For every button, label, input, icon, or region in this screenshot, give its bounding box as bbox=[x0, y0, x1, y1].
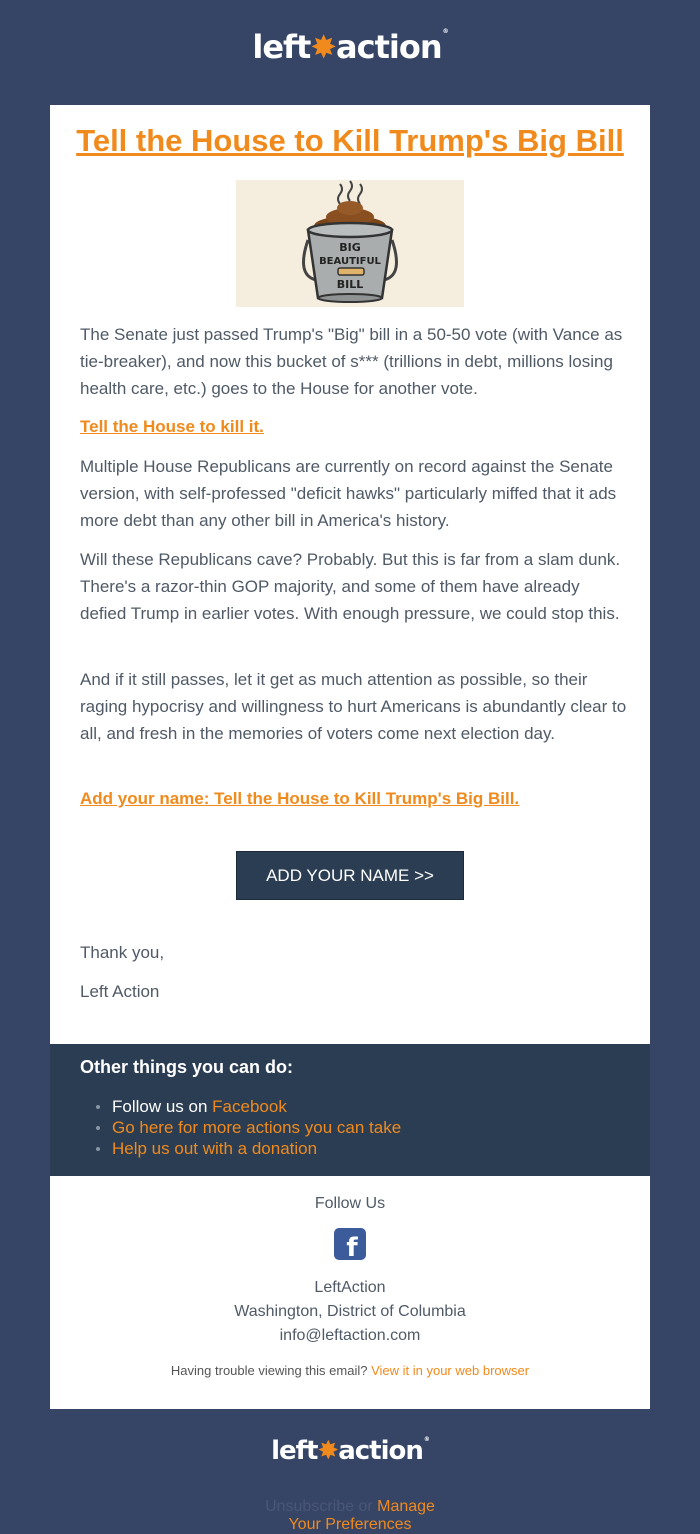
paragraph-republicans: Multiple House Republicans are currently on record against the Senate version, with self-professed "deficit hawks" particularly miffed that it ads more debt than any other bill in America's history. bbox=[80, 457, 617, 530]
unsubscribe-text[interactable]: Unsubscribe or bbox=[265, 1498, 378, 1515]
paragraph-passes: And if it still passes, let it get as much attention as possible, so their raging hypocrisy and willingness to hurt Americans is abundantly clear to all, and fresh in the memories of voters come next election day. bbox=[80, 670, 627, 743]
bucket-text-bill: BILL bbox=[336, 278, 364, 291]
preferences-link[interactable]: Your Preferences bbox=[288, 1516, 412, 1533]
other-actions-list bbox=[112, 1096, 401, 1159]
donation-link[interactable]: Help us out with a donation bbox=[112, 1139, 318, 1158]
registered-mark: ® bbox=[442, 28, 448, 35]
follow-us-label: Follow Us bbox=[314, 1195, 386, 1212]
leftaction-logo[interactable] bbox=[0, 28, 700, 72]
trouble-text: Having trouble viewing this email? bbox=[170, 1363, 372, 1378]
more-actions-link[interactable]: Go here for more actions you can take bbox=[112, 1118, 402, 1137]
trouble-viewing bbox=[50, 1363, 650, 1378]
paragraph-intro: The Senate just passed Trump's "Big" bill in a 50-50 vote (with Vance as tie-breaker), and now this bucket of s*** (trillions in debt, millions losing health care, etc.) goes to the House for another vote. bbox=[80, 325, 623, 398]
list-item-actions bbox=[112, 1117, 401, 1138]
add-your-name-button[interactable]: ADD YOUR NAME >> bbox=[236, 851, 464, 900]
logo-text-left: left bbox=[252, 28, 311, 66]
add-name-link[interactable]: Add your name: Tell the House to Kill Trump's Big Bill. bbox=[80, 789, 520, 808]
footer-email: info@leftaction.com bbox=[279, 1327, 421, 1344]
manage-link[interactable]: Manage bbox=[377, 1498, 435, 1515]
signoff-thanks: Thank you, bbox=[80, 943, 165, 962]
burst-icon: ✸ bbox=[310, 28, 337, 66]
list-item-donate bbox=[112, 1138, 401, 1159]
headline-link[interactable]: Tell the House to Kill Trump's Big Bill bbox=[76, 123, 624, 158]
main-card bbox=[50, 105, 650, 1045]
facebook-icon[interactable]: f bbox=[334, 1228, 366, 1260]
leftaction-logo-footer[interactable] bbox=[0, 1436, 700, 1476]
footer bbox=[50, 1176, 650, 1409]
bucket-text-big: BIG bbox=[339, 241, 361, 254]
hero-image bbox=[236, 180, 464, 307]
registered-mark: ® bbox=[423, 1436, 429, 1443]
unsubscribe-block bbox=[0, 1498, 700, 1534]
bucket-text-beautiful: BEAUTIFUL bbox=[319, 256, 381, 267]
logo-text-right: action bbox=[338, 1436, 423, 1466]
footer-org: LeftAction bbox=[314, 1279, 386, 1296]
logo-text-right: action bbox=[336, 28, 442, 66]
signoff-name: Left Action bbox=[80, 982, 160, 1001]
burst-icon: ✸ bbox=[317, 1436, 339, 1466]
facebook-link[interactable]: Facebook bbox=[212, 1097, 287, 1116]
list-item-follow bbox=[112, 1096, 401, 1117]
web-browser-link[interactable]: View it in your web browser bbox=[371, 1363, 530, 1378]
logo-text-left: left bbox=[271, 1436, 318, 1466]
footer-location: Washington, District of Columbia bbox=[234, 1303, 466, 1320]
follow-prefix: Follow us on bbox=[112, 1097, 213, 1116]
other-actions-panel bbox=[50, 1044, 650, 1176]
poop-bucket-illustration bbox=[236, 180, 464, 307]
other-actions-heading: Other things you can do: bbox=[80, 1057, 294, 1077]
paragraph-cave: Will these Republicans cave? Probably. But this is far from a slam dunk. There's a razor-thin GOP majority, and some of them have already defied Trump in earlier votes. With enough pressure, we could stop this. bbox=[80, 550, 621, 623]
kill-it-link[interactable]: Tell the House to kill it. bbox=[80, 417, 264, 436]
